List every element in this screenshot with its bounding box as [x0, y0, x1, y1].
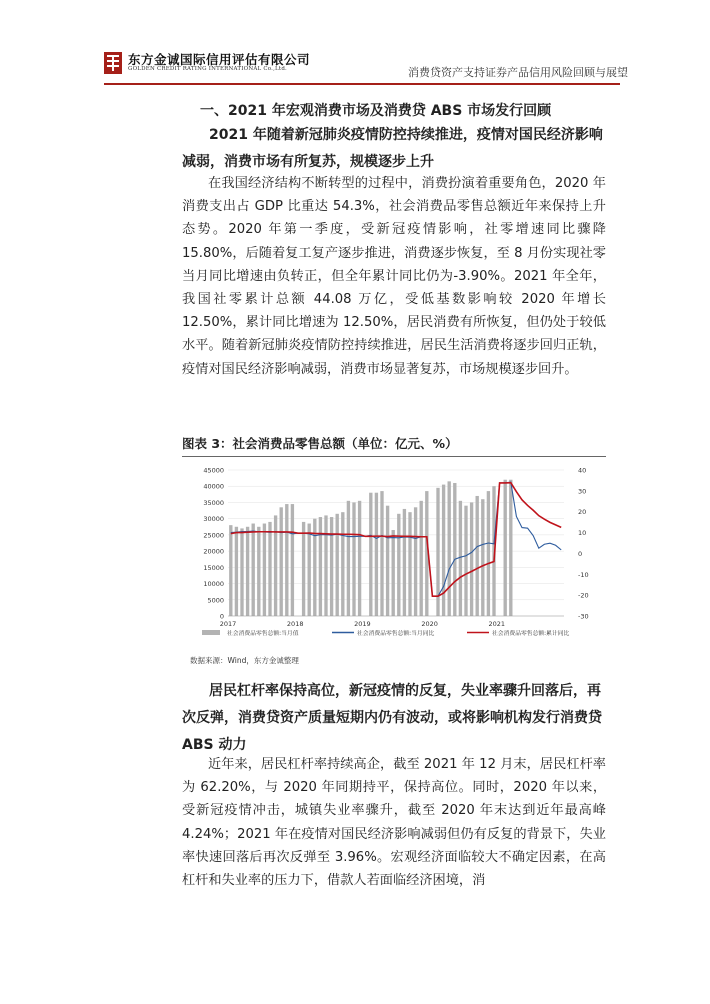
page-header: [104, 46, 628, 82]
figure-source: 数据来源：Wind，东方金诚整理: [190, 656, 299, 665]
bar-monthly-value: [330, 517, 333, 616]
subsection-heading-consumption: 2021 年随着新冠肺炎疫情防控持续推进，疫情对国民经济影响减弱，消费市场有所复苏，规模逐步上升: [182, 127, 603, 170]
bar-monthly-value: [509, 480, 512, 616]
company-name-cn: 东方金诚国际信用评估有限公司: [128, 52, 311, 67]
bar-monthly-value: [481, 499, 484, 616]
x-tick-label: 2017: [219, 620, 237, 628]
x-tick-label: 2019: [354, 620, 371, 628]
chart-axes: [203, 467, 588, 629]
bar-monthly-value: [504, 480, 507, 616]
bar-monthly-value: [347, 501, 350, 616]
bar-monthly-value: [487, 491, 490, 616]
bar-monthly-value: [386, 506, 389, 616]
y-right-tick-label: 20: [578, 508, 587, 517]
y-left-tick-label: 15000: [203, 563, 224, 572]
bar-monthly-value: [263, 524, 266, 616]
bar-monthly-value: [274, 515, 277, 616]
bar-monthly-value: [470, 502, 473, 616]
y-left-tick-label: 10000: [203, 580, 224, 589]
bar-monthly-value: [240, 528, 243, 616]
y-left-tick-label: 35000: [203, 498, 224, 507]
x-tick-label: 2018: [286, 620, 304, 628]
y-left-tick-label: 45000: [203, 466, 224, 475]
bar-monthly-value: [442, 485, 445, 616]
x-tick-label: 2020: [421, 620, 438, 628]
bar-monthly-value: [369, 493, 372, 616]
chart-legend: [202, 629, 570, 637]
y-right-tick-label: 30: [578, 487, 587, 496]
bar-monthly-value: [252, 524, 255, 616]
figure-title: 图表 3：社会消费品零售总额（单位：亿元、%）: [182, 436, 458, 451]
bar-monthly-value: [324, 515, 327, 616]
bar-monthly-value: [375, 493, 378, 616]
bar-monthly-value: [235, 527, 238, 616]
bar-monthly-value: [257, 527, 260, 616]
company-name-en: GOLDEN CREDIT RATING INTERNATIONAL Co.,Ltd.: [128, 66, 287, 72]
legend-label: 社会消费品零售总额:累计同比: [492, 631, 570, 637]
paragraph-consumption-market: 在我国经济结构不断转型的过程中，消费扮演着重要角色，2020 年消费支出占 GDP 比重达 54.3%，社会消费品零售总额近年来保持上升态势。2020 年第一季度，受新冠疫情影响，社零增速同比骤降 15.80%，后随着复工复产逐步推进，消费逐步恢复，至 8 月份实现社零当月同比增速由负转正，但全年累计同比仍为-3.90%。2021 年全年，我国社零累计总额 44.08 万亿，受低基数影响较 2020 年增长 12.50%，累计同比增速为 12.50%，居民消费有所恢复，但仍处于较低水平。随着新冠肺炎疫情防控持续推进，居民生活消费将逐步回归正轨，疫情对国民经济影响减弱，消费市场显著复苏，市场规模逐步回升。: [182, 176, 606, 377]
bar-monthly-value: [246, 527, 249, 616]
y-right-tick-label: -10: [578, 570, 589, 579]
y-left-tick-label: 5000: [207, 596, 224, 605]
y-right-tick-label: -20: [578, 591, 589, 600]
bar-monthly-value: [420, 501, 423, 616]
y-right-tick-label: -30: [578, 612, 589, 621]
bar-monthly-value: [302, 522, 305, 616]
bar-monthly-value: [459, 501, 462, 616]
y-left-tick-label: 40000: [203, 482, 224, 491]
bar-monthly-value: [358, 501, 361, 616]
legend-swatch-bar: [202, 630, 220, 635]
bar-monthly-value: [285, 504, 288, 616]
paragraph-leverage-unemployment: 近年来，居民杠杆率持续高企，截至 2021 年 12 月末，居民杠杆率为 62.20%，与 2020 年同期持平，保持高位。同时，2020 年以来，受新冠疫情冲击，城镇失业率骤升，截至 2020 年末达到近年最高峰 4.24%；2021 年在疫情对国民经济影响减弱但仍有反复的背景下，失业率快速回落后再次反弹至 3.96%。宏观经济面临较大不确定因素，在高杠杆和失业率的压力下，借款人若面临经济困境，消: [182, 757, 606, 889]
subsection-heading-leverage: 居民杠杆率保持高位，新冠疫情的反复，失业率骤升回落后，再次反弹，消费贷资产质量短期内仍有波动，或将影响机构发行消费贷 ABS 动力: [182, 683, 602, 753]
x-tick-label: 2021: [488, 620, 506, 628]
monthly-value-bars: [229, 480, 512, 616]
bar-monthly-value: [308, 524, 311, 616]
bar-monthly-value: [476, 496, 479, 616]
bar-monthly-value: [336, 514, 339, 616]
y-right-tick-label: 0: [578, 549, 583, 558]
bar-monthly-value: [280, 507, 283, 616]
y-left-tick-label: 25000: [203, 531, 224, 540]
section-title: 一、2021 年宏观消费市场及消费贷 ABS 市场发行回顾: [200, 103, 552, 119]
bar-monthly-value: [291, 504, 294, 616]
bar-monthly-value: [380, 491, 383, 616]
bar-monthly-value: [392, 530, 395, 616]
legend-label: 社会消费品零售总额:当月值: [227, 631, 299, 637]
bar-monthly-value: [448, 481, 451, 616]
y-right-tick-label: 10: [578, 529, 587, 538]
bar-monthly-value: [453, 483, 456, 616]
figure-title-divider: [182, 456, 606, 457]
company-logo-icon: [104, 52, 122, 74]
retail-sales-chart: [182, 458, 606, 650]
y-left-tick-label: 30000: [203, 515, 224, 524]
bar-monthly-value: [229, 525, 232, 616]
bar-monthly-value: [268, 522, 271, 616]
bar-monthly-value: [403, 509, 406, 616]
bar-monthly-value: [464, 506, 467, 616]
bar-monthly-value: [397, 514, 400, 616]
chart-gridlines: [228, 470, 564, 616]
legend-label: 社会消费品零售总额:当月同比: [357, 631, 435, 637]
y-right-tick-label: 40: [578, 466, 587, 475]
bar-monthly-value: [319, 517, 322, 616]
bar-monthly-value: [408, 512, 411, 616]
y-left-tick-label: 20000: [203, 547, 224, 556]
bar-monthly-value: [414, 507, 417, 616]
bar-monthly-value: [341, 512, 344, 616]
bar-monthly-value: [352, 502, 355, 616]
y-left-tick-label: 0: [219, 612, 224, 621]
header-divider: [104, 83, 620, 85]
document-title: 消费贷资产支持证券产品信用风险回顾与展望: [408, 66, 628, 79]
